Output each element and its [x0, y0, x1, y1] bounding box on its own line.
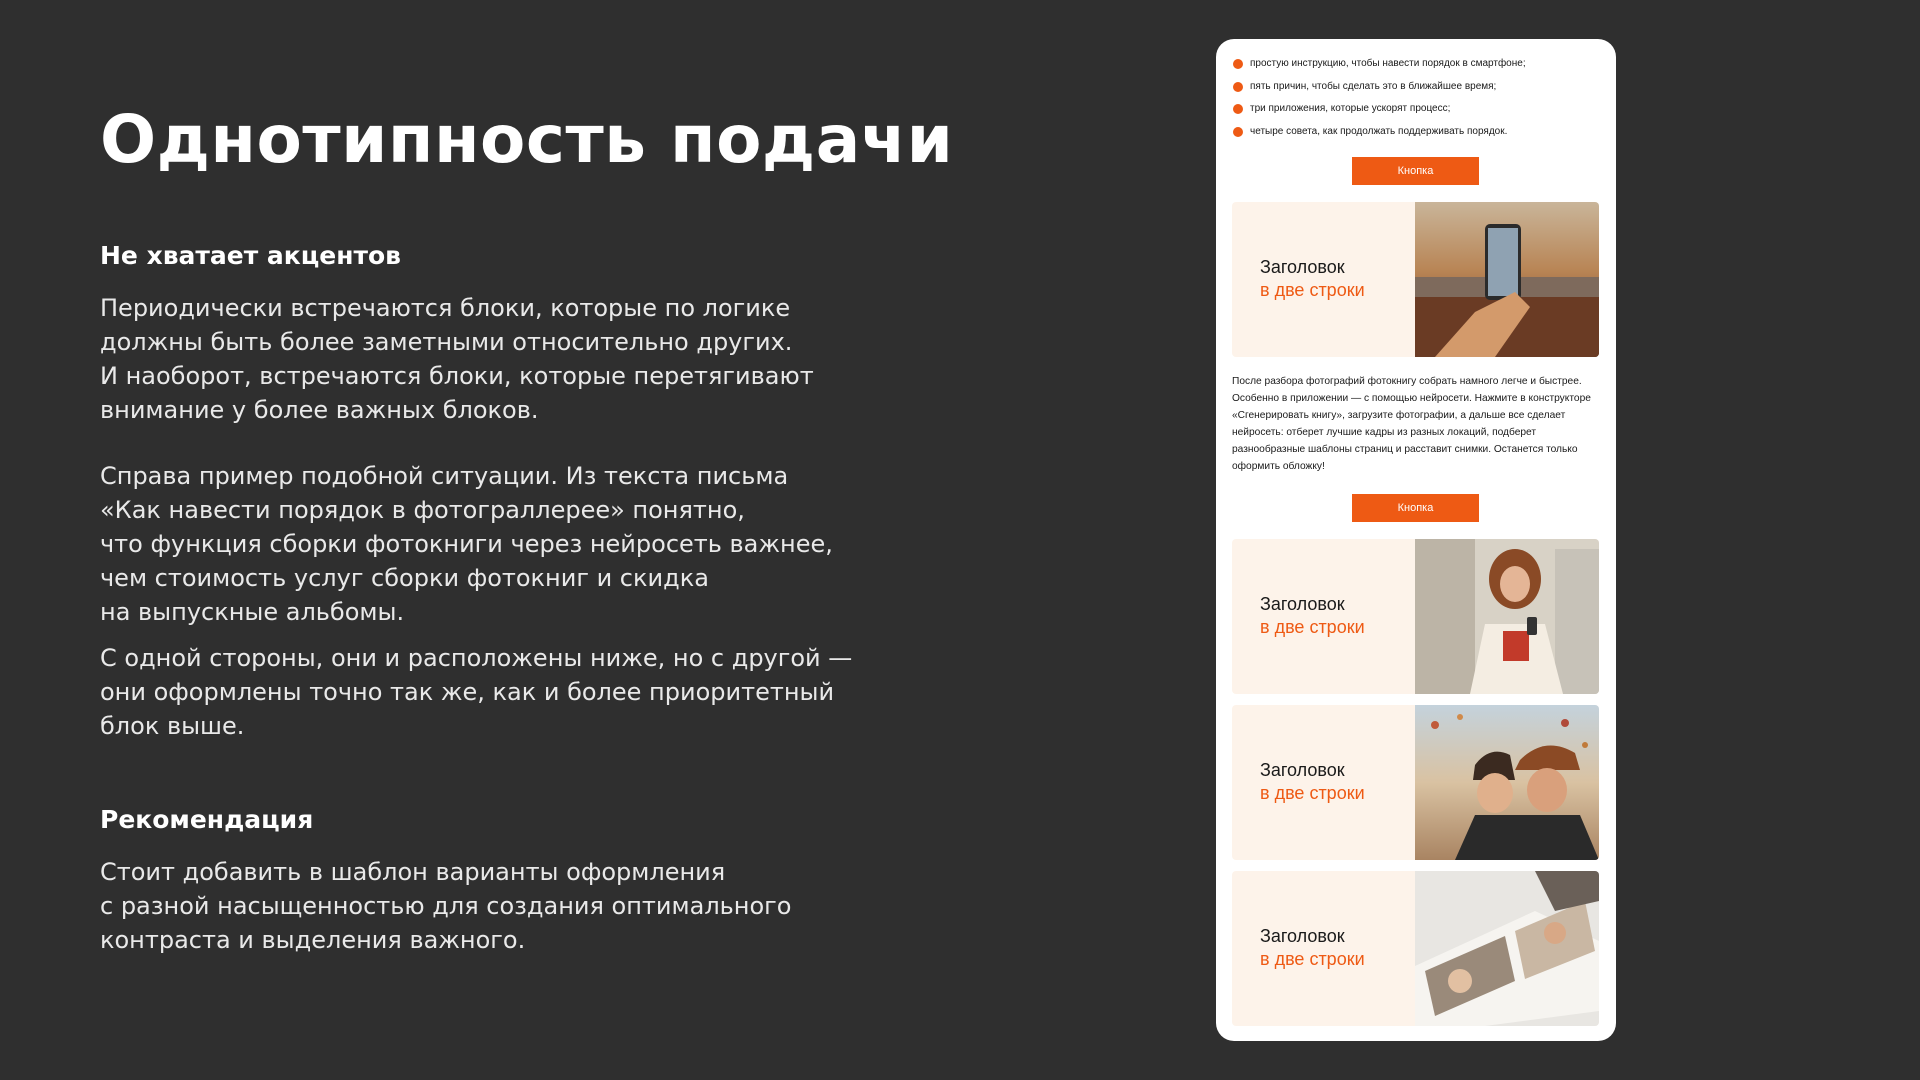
cta-button-secondary[interactable]: Кнопка: [1352, 494, 1479, 522]
promo-card[interactable]: [1232, 705, 1599, 860]
slide-title: Однотипность подачи: [100, 101, 954, 178]
promo-card-title: Заголовок: [1260, 257, 1345, 277]
paragraph-recommendation: Стоит добавить в шаблон варианты оформления с разной насыщенностью для создания оптимального контраста и выделения важного.: [100, 858, 792, 954]
photobook-pages-photo: [1415, 871, 1599, 1026]
city-panorama-photo: [1415, 202, 1599, 357]
paragraph-placement: С одной стороны, они и расположены ниже, но с другой — они оформлены точно так же, как и более приоритетный блок выше.: [100, 644, 853, 740]
promo-card[interactable]: [1232, 539, 1599, 694]
woman-with-phone-photo: [1415, 539, 1599, 694]
bullet-item: пять причин, чтобы сделать это в ближайшее время;: [1232, 76, 1526, 99]
promo-card-subtitle: в две строки: [1260, 280, 1365, 300]
bullet-item: простую инструкцию, чтобы навести порядок в смартфоне;: [1232, 53, 1526, 76]
bullet-item: три приложения, которые ускорят процесс;: [1232, 98, 1526, 121]
bullet-dot-icon: [1233, 104, 1243, 114]
promo-card-subtitle: в две строки: [1260, 783, 1365, 803]
bullet-dot-icon: [1233, 59, 1243, 69]
cta-button[interactable]: Кнопка: [1352, 157, 1479, 185]
promo-card-title: Заголовок: [1260, 926, 1345, 946]
paragraph-accents-intro: Периодически встречаются блоки, которые по логике должны быть более заметными относительно других. И наоборот, встречаются блоки, которые перетягивают внимание у более важных блоков.: [100, 294, 814, 424]
email-mockup: [1216, 39, 1616, 1041]
bullet-dot-icon: [1233, 127, 1243, 137]
bullet-list: [1232, 53, 1526, 143]
promo-card[interactable]: [1232, 202, 1599, 357]
promo-card-title: Заголовок: [1260, 594, 1345, 614]
promo-card-subtitle: в две строки: [1260, 949, 1365, 969]
paragraph-example: Справа пример подобной ситуации. Из текста письма «Как навести порядок в фотограллерее» понятно, что функция сборки фотокниги через нейросеть важнее, чем стоимость услуг сборки фотокниг и скидка на выпускные альбомы.: [100, 462, 833, 626]
bullet-item: четыре совета, как продолжать поддерживать порядок.: [1232, 121, 1526, 144]
promo-card[interactable]: [1232, 871, 1599, 1026]
section-heading-recommendation: Рекомендация: [100, 805, 314, 834]
promo-card-title: Заголовок: [1260, 760, 1345, 780]
email-paragraph: После разбора фотографий фотокнигу собрать намного легче и быстрее. Особенно в приложении — с помощью нейросети. Нажмите в конструкторе «Сгенерировать книгу», загрузите фотографии, а дальше все сделает нейросеть: отберет лучшие кадры из разных локаций, подберет разнообразные шаблоны страниц и расставит снимки. Останется только оформить обложку!: [1232, 376, 1591, 472]
bullet-dot-icon: [1233, 82, 1243, 92]
couple-balloons-photo: [1415, 705, 1599, 860]
promo-card-subtitle: в две строки: [1260, 617, 1365, 637]
section-heading-accents: Не хватает акцентов: [100, 241, 401, 270]
